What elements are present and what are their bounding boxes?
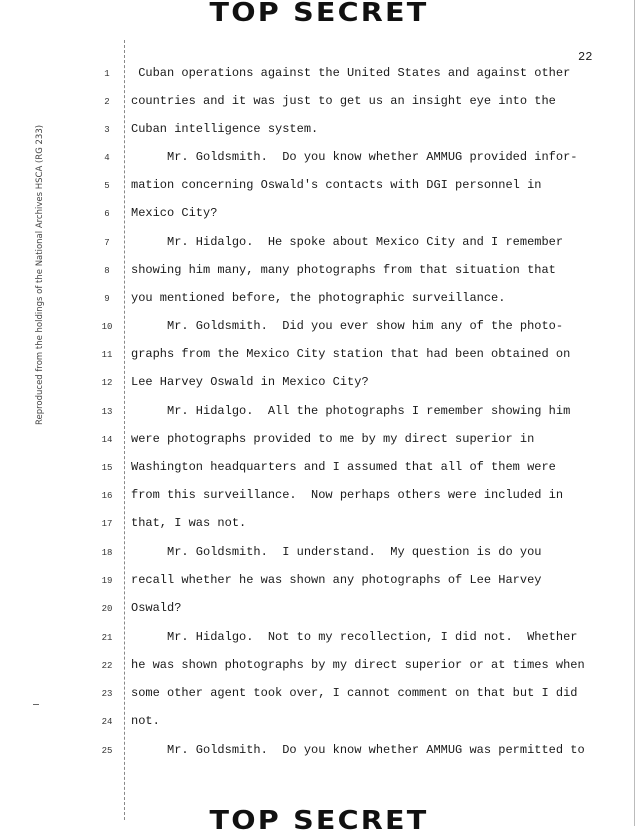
line-number: 2 [104, 97, 110, 107]
line-text: showing him many, many photographs from that situation that [131, 263, 556, 277]
line-number: 8 [104, 266, 110, 276]
page-number: 22 [578, 50, 593, 64]
line-text: Oswald? [131, 601, 182, 615]
line-number: 23 [101, 689, 113, 699]
margin-mark [33, 704, 39, 705]
line-number: 24 [101, 717, 113, 727]
line-text: Lee Harvey Oswald in Mexico City? [131, 375, 369, 389]
line-text: you mentioned before, the photographic surveillance. [131, 291, 506, 305]
line-number: 17 [101, 519, 113, 529]
line-text: Washington headquarters and I assumed that all of them were [131, 460, 556, 474]
line-number: 22 [101, 661, 113, 671]
archive-side-note: Reproduced from the holdings of the National Archives HSCA (RG 233) [35, 124, 45, 426]
line-number: 5 [104, 181, 110, 191]
line-number: 15 [101, 463, 113, 473]
line-text: not. [131, 714, 160, 728]
margin-rule [124, 40, 126, 820]
line-number: 10 [101, 322, 113, 332]
line-number: 13 [101, 407, 113, 417]
line-text: some other agent took over, I cannot comment on that but I did [131, 686, 578, 700]
line-text: Mr. Hidalgo. Not to my recollection, I did not. Whether [131, 630, 578, 644]
line-number: 20 [101, 604, 113, 614]
line-number: 4 [104, 153, 110, 163]
line-text: Mr. Goldsmith. I understand. My question is do you [131, 545, 542, 559]
line-number: 11 [101, 350, 113, 360]
line-text: Cuban operations against the United States and against other [131, 66, 571, 80]
line-text: Mexico City? [131, 206, 218, 220]
line-number: 7 [104, 238, 110, 248]
page-edge [634, 0, 635, 826]
top-secret-header: TOP SECRET [209, 0, 429, 28]
line-text: graphs from the Mexico City station that had been obtained on [131, 347, 571, 361]
line-text: countries and it was just to get us an insight eye into the [131, 94, 556, 108]
line-number: 21 [101, 633, 113, 643]
line-text: from this surveillance. Now perhaps others were included in [131, 488, 564, 502]
line-text: Mr. Goldsmith. Do you know whether AMMUG provided infor- [131, 150, 578, 164]
line-text: Mr. Goldsmith. Do you know whether AMMUG was permitted to [131, 743, 585, 757]
line-number: 6 [104, 209, 110, 219]
line-number: 3 [104, 125, 110, 135]
line-number: 9 [104, 294, 110, 304]
line-text: Mr. Goldsmith. Did you ever show him any of the photo- [131, 319, 564, 333]
top-secret-footer: TOP SECRET [209, 806, 429, 836]
line-number: 19 [101, 576, 113, 586]
line-text: were photographs provided to me by my direct superior in [131, 432, 535, 446]
line-text: recall whether he was shown any photographs of Lee Harvey [131, 573, 542, 587]
line-number: 1 [104, 69, 110, 79]
line-text: that, I was not. [131, 516, 247, 530]
line-text: mation concerning Oswald's contacts with DGI personnel in [131, 178, 542, 192]
line-text: he was shown photographs by my direct superior or at times when [131, 658, 585, 672]
line-number: 25 [101, 746, 113, 756]
line-number: 16 [101, 491, 113, 501]
line-text: Mr. Hidalgo. He spoke about Mexico City and I remember [131, 235, 564, 249]
line-text: Cuban intelligence system. [131, 122, 319, 136]
line-text: Mr. Hidalgo. All the photographs I remember showing him [131, 404, 571, 418]
line-number: 18 [101, 548, 113, 558]
line-number: 12 [101, 378, 113, 388]
line-number: 14 [101, 435, 113, 445]
